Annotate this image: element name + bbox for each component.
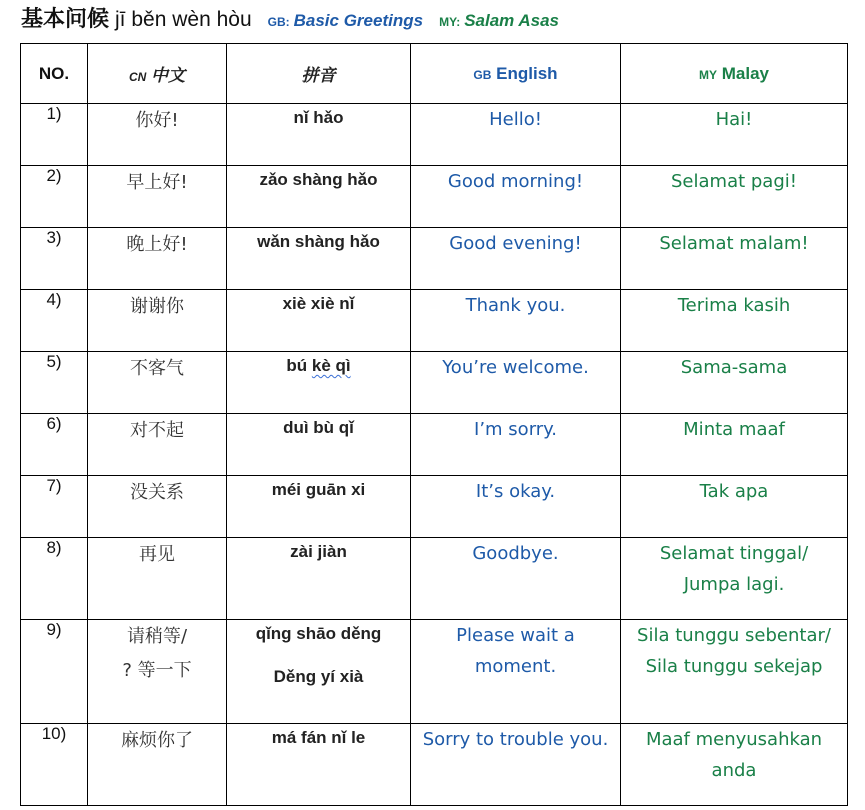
row-pinyin: méi guān xi bbox=[227, 476, 411, 538]
table-row bbox=[21, 228, 848, 290]
title-malay-tag: MY: bbox=[439, 15, 461, 29]
row-pinyin-part: bú bbox=[286, 356, 312, 375]
row-malay-line: Maaf menyusahkan bbox=[645, 729, 823, 750]
row-pinyin bbox=[227, 352, 411, 414]
pinyin-spacer bbox=[227, 647, 410, 663]
row-chinese: 不客气 bbox=[88, 352, 227, 414]
row-number: 2) bbox=[21, 166, 88, 228]
row-malay: Sama-sama bbox=[621, 352, 848, 414]
page-title bbox=[21, 2, 559, 32]
row-pinyin: duì bù qǐ bbox=[227, 414, 411, 476]
table-row bbox=[21, 104, 848, 166]
row-malay bbox=[621, 538, 848, 620]
row-number: 4) bbox=[21, 290, 88, 352]
table-row bbox=[21, 538, 848, 620]
row-chinese: 麻烦你了 bbox=[88, 724, 227, 806]
row-malay: Selamat malam! bbox=[621, 228, 848, 290]
row-chinese: 早上好! bbox=[88, 166, 227, 228]
row-chinese bbox=[88, 620, 227, 724]
row-malay: Selamat pagi! bbox=[621, 166, 848, 228]
row-english: I’m sorry. bbox=[411, 414, 621, 476]
row-number: 3) bbox=[21, 228, 88, 290]
row-malay bbox=[621, 620, 848, 724]
row-chinese: 没关系 bbox=[88, 476, 227, 538]
header-english-label: English bbox=[496, 63, 558, 83]
title-chinese: 基本问候 bbox=[21, 7, 110, 32]
row-pinyin: wǎn shàng hǎo bbox=[227, 228, 411, 290]
row-malay bbox=[621, 724, 848, 806]
table-row bbox=[21, 290, 848, 352]
title-pinyin: jī běn wèn hòu bbox=[115, 8, 252, 31]
row-english: Hello! bbox=[411, 104, 621, 166]
table-row bbox=[21, 724, 848, 806]
row-number: 7) bbox=[21, 476, 88, 538]
row-english-line: Please wait a bbox=[456, 625, 575, 646]
header-number: NO. bbox=[21, 44, 88, 104]
row-english: Goodbye. bbox=[411, 538, 621, 620]
row-pinyin-spellcheck-underlined: kè qì bbox=[311, 356, 351, 375]
row-malay: Terima kasih bbox=[621, 290, 848, 352]
row-chinese-line: 请稍等/ bbox=[126, 626, 188, 647]
row-english bbox=[411, 620, 621, 724]
row-malay: Tak apa bbox=[621, 476, 848, 538]
row-malay: Hai! bbox=[621, 104, 848, 166]
row-pinyin: zǎo shàng hǎo bbox=[227, 166, 411, 228]
title-english-tag: GB: bbox=[267, 15, 290, 29]
header-chinese-tag: CN bbox=[128, 70, 147, 84]
row-pinyin: má fán nǐ le bbox=[227, 724, 411, 806]
table-row bbox=[21, 476, 848, 538]
row-number: 1) bbox=[21, 104, 88, 166]
row-malay-line: anda bbox=[711, 760, 757, 781]
table-row bbox=[21, 414, 848, 476]
row-pinyin: xiè xiè nǐ bbox=[227, 290, 411, 352]
header-malay bbox=[621, 44, 848, 104]
row-chinese: 对不起 bbox=[88, 414, 227, 476]
title-english: Basic Greetings bbox=[293, 11, 424, 30]
row-pinyin: nǐ hǎo bbox=[227, 104, 411, 166]
row-number: 10) bbox=[21, 724, 88, 806]
header-malay-label: Malay bbox=[721, 63, 769, 83]
table-header-row bbox=[21, 44, 848, 104]
row-english: Good morning! bbox=[411, 166, 621, 228]
row-english: Thank you. bbox=[411, 290, 621, 352]
row-malay-line: Sila tunggu sekejap bbox=[645, 656, 823, 677]
row-number: 5) bbox=[21, 352, 88, 414]
vocabulary-table bbox=[20, 43, 848, 806]
header-chinese bbox=[88, 44, 227, 104]
row-english: You’re welcome. bbox=[411, 352, 621, 414]
row-chinese: 谢谢你 bbox=[88, 290, 227, 352]
header-pinyin: 拼音 bbox=[227, 44, 411, 104]
header-chinese-label: 中文 bbox=[151, 66, 186, 85]
row-malay-line: Sila tunggu sebentar/ bbox=[637, 625, 831, 646]
row-pinyin: zài jiàn bbox=[227, 538, 411, 620]
row-malay-line: Selamat tinggal/ bbox=[659, 543, 809, 564]
row-number: 8) bbox=[21, 538, 88, 620]
row-number: 6) bbox=[21, 414, 88, 476]
row-pinyin-line: Děng yí xià bbox=[273, 667, 364, 687]
header-malay-tag: MY bbox=[699, 67, 717, 82]
row-malay: Minta maaf bbox=[621, 414, 848, 476]
row-malay-line: Jumpa lagi. bbox=[683, 574, 785, 595]
row-english: Good evening! bbox=[411, 228, 621, 290]
row-english: It’s okay. bbox=[411, 476, 621, 538]
row-chinese: 晚上好! bbox=[88, 228, 227, 290]
row-chinese: 再见 bbox=[88, 538, 227, 620]
row-english: Sorry to trouble you. bbox=[411, 724, 621, 806]
header-english-tag: GB bbox=[473, 67, 492, 82]
header-english bbox=[411, 44, 621, 104]
row-chinese-line: ? 等一下 bbox=[122, 660, 192, 682]
row-english-line: moment. bbox=[474, 656, 557, 677]
title-malay: Salam Asas bbox=[464, 11, 560, 30]
table-row bbox=[21, 620, 848, 724]
row-pinyin bbox=[227, 620, 411, 724]
row-number: 9) bbox=[21, 620, 88, 724]
table-row bbox=[21, 166, 848, 228]
row-chinese: 你好! bbox=[88, 104, 227, 166]
row-pinyin-line: qǐng shāo děng bbox=[255, 624, 382, 643]
table-row bbox=[21, 352, 848, 414]
